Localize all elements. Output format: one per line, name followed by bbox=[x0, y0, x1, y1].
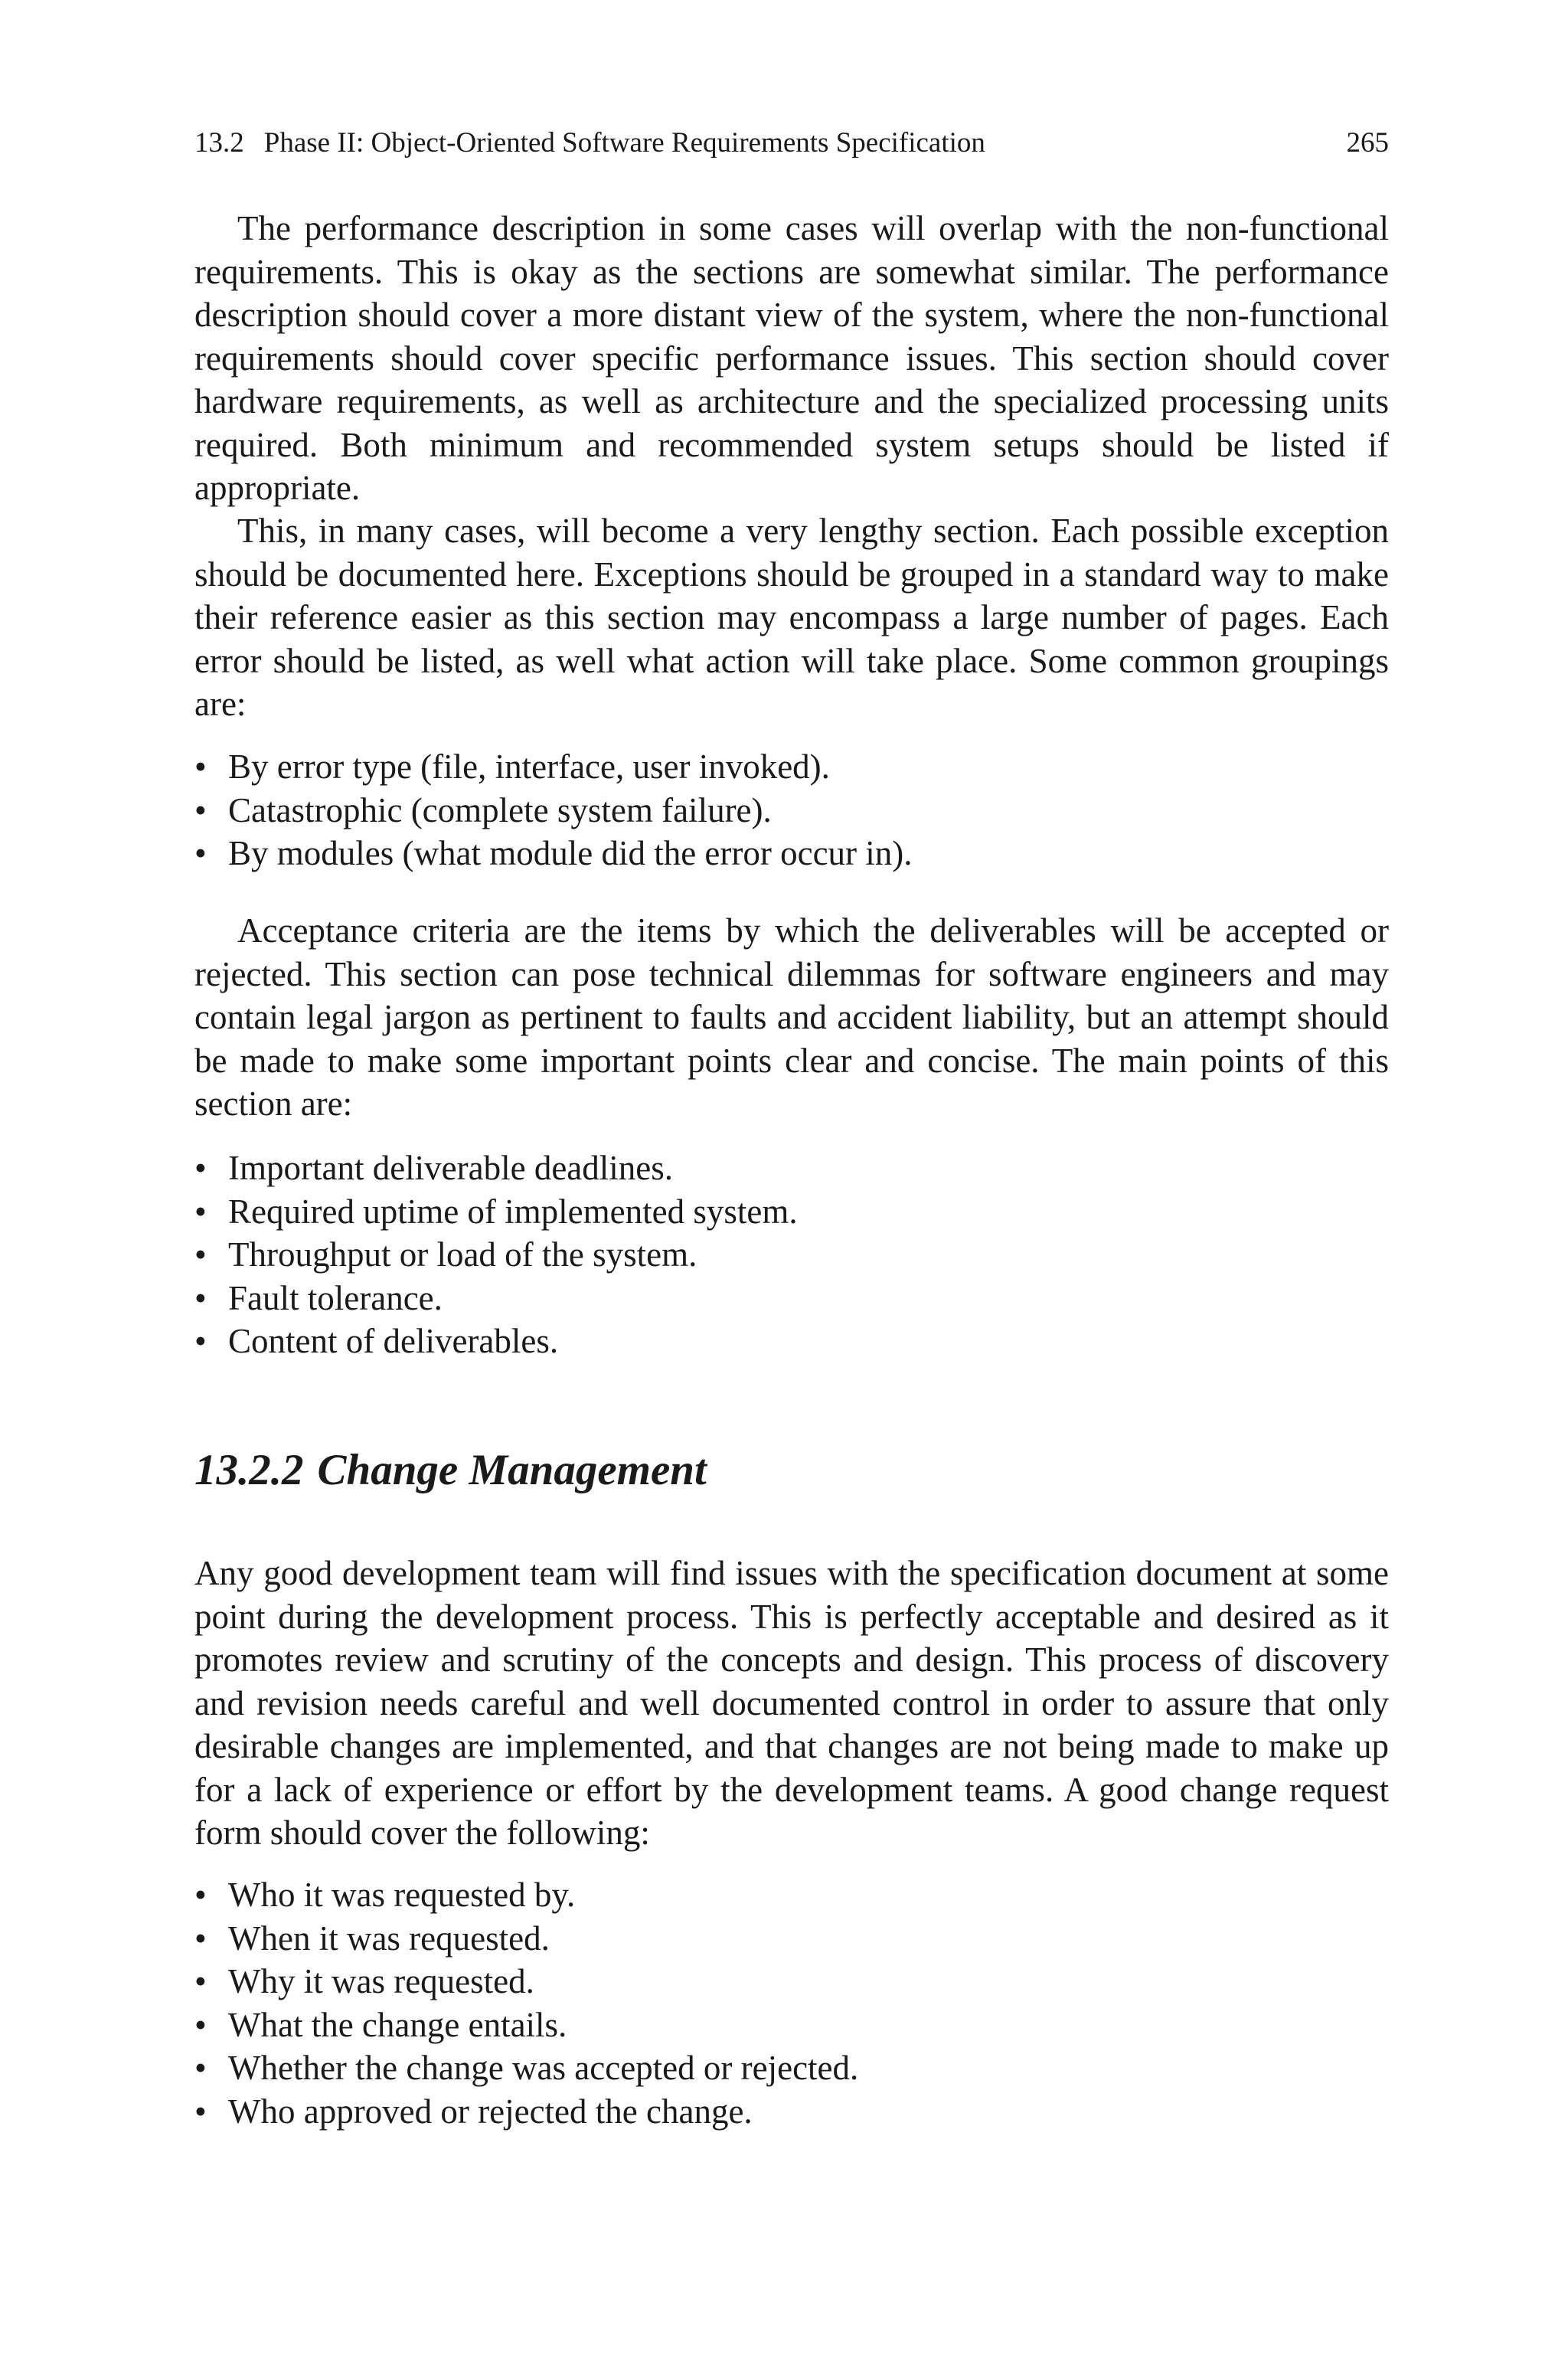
section-heading bbox=[194, 1440, 707, 1501]
bullet-icon: • bbox=[194, 1235, 207, 1274]
list-item bbox=[194, 789, 1389, 832]
list-item bbox=[194, 1233, 1389, 1277]
list-item-text: Content of deliverables. bbox=[228, 1322, 559, 1360]
list-error-groupings bbox=[194, 745, 1389, 875]
list-item-text: By modules (what module did the error occur in). bbox=[228, 834, 913, 872]
list-item bbox=[194, 2046, 1389, 2090]
bullet-icon: • bbox=[194, 747, 207, 786]
list-item-text: Who it was requested by. bbox=[228, 1876, 576, 1914]
running-head bbox=[194, 124, 1389, 162]
running-head-left bbox=[194, 124, 985, 162]
running-head-section-number: 13.2 bbox=[194, 127, 244, 159]
list-item bbox=[194, 1277, 1389, 1320]
bullet-icon: • bbox=[194, 1322, 207, 1360]
bullet-icon: • bbox=[194, 834, 207, 872]
list-item-text: Who approved or rejected the change. bbox=[228, 2092, 753, 2131]
section-heading-title: Change Management bbox=[317, 1446, 707, 1494]
bullet-icon: • bbox=[194, 2049, 207, 2087]
list-item-text: Catastrophic (complete system failure). bbox=[228, 790, 772, 829]
list-item bbox=[194, 1873, 1389, 1917]
bullet-icon: • bbox=[194, 790, 207, 829]
list-item-text: Why it was requested. bbox=[228, 1962, 534, 2000]
bullet-icon: • bbox=[194, 2005, 207, 2044]
list-item bbox=[194, 1320, 1389, 1363]
bullet-icon: • bbox=[194, 1876, 207, 1914]
paragraph-performance-description: The performance description in some cases will overlap with the non-functional requirements. This is okay as the sections are somewhat similar. The performance description should cover a more distant view of the system, where the non-functional requirements should cover specific performance issues. This section should cover hardware requirements, as well as architecture and the specialized processing units required. Both minimum and recommended system setups should be listed if appropriate. bbox=[194, 209, 1389, 507]
list-item-text: When it was requested. bbox=[228, 1918, 550, 1958]
page-number: 265 bbox=[1346, 127, 1389, 159]
list-item-text: Whether the change was accepted or rejected. bbox=[228, 2049, 859, 2087]
bullet-icon: • bbox=[194, 1149, 207, 1187]
list-item bbox=[194, 2003, 1389, 2047]
list-acceptance-points bbox=[194, 1146, 1389, 1363]
bullet-icon: • bbox=[194, 1192, 207, 1231]
bullet-icon: • bbox=[194, 1918, 207, 1958]
bullet-icon: • bbox=[194, 1278, 207, 1317]
list-item bbox=[194, 1146, 1389, 1190]
bullet-icon: • bbox=[194, 2092, 207, 2131]
list-item-text: By error type (file, interface, user invoked). bbox=[228, 747, 830, 786]
list-item-text: Important deliverable deadlines. bbox=[228, 1149, 674, 1187]
paragraph-change-management: Any good development team will find issues with the specification document at some point during the development process. This is perfectly acceptable and desired as it promotes review and scrutiny of the concepts and design. This process of discovery and revision needs careful and well documented control in order to assure that only desirable changes are implemented, and that changes are not being made to make up for a lack of experience or effort by the development teams. A good change request form should cover the following: bbox=[194, 1554, 1389, 1852]
running-head-title: Phase II: Object-Oriented Software Requirements Specification bbox=[263, 127, 985, 159]
paragraph-acceptance-criteria: Acceptance criteria are the items by which the deliverables will be accepted or rejected. This section can pose technical dilemmas for software engineers and may contain legal jargon as pertinent to faults and accident liability, but an attempt should be made to make some important points clear and concise. The main points of this section are: bbox=[194, 911, 1389, 1123]
list-change-request-items bbox=[194, 1873, 1389, 2133]
paragraph-exceptions: This, in many cases, will become a very lengthy section. Each possible exception should be documented here. Exceptions should be grouped in a standard way to make their reference easier as this section may encompass a large number of pages. Each error should be listed, as well what action will take place. Some common groupings are: bbox=[194, 512, 1389, 723]
bullet-icon: • bbox=[194, 1962, 207, 2000]
list-item-text: Fault tolerance. bbox=[228, 1278, 443, 1317]
list-item bbox=[194, 1190, 1389, 1234]
list-item bbox=[194, 1960, 1389, 2003]
list-item bbox=[194, 1917, 1389, 1961]
list-item-text: What the change entails. bbox=[228, 2005, 567, 2044]
list-item bbox=[194, 745, 1389, 789]
section-heading-number: 13.2.2 bbox=[194, 1446, 304, 1494]
list-item bbox=[194, 2090, 1389, 2134]
list-item-text: Required uptime of implemented system. bbox=[228, 1192, 798, 1231]
list-item bbox=[194, 832, 1389, 875]
list-item-text: Throughput or load of the system. bbox=[228, 1235, 697, 1274]
